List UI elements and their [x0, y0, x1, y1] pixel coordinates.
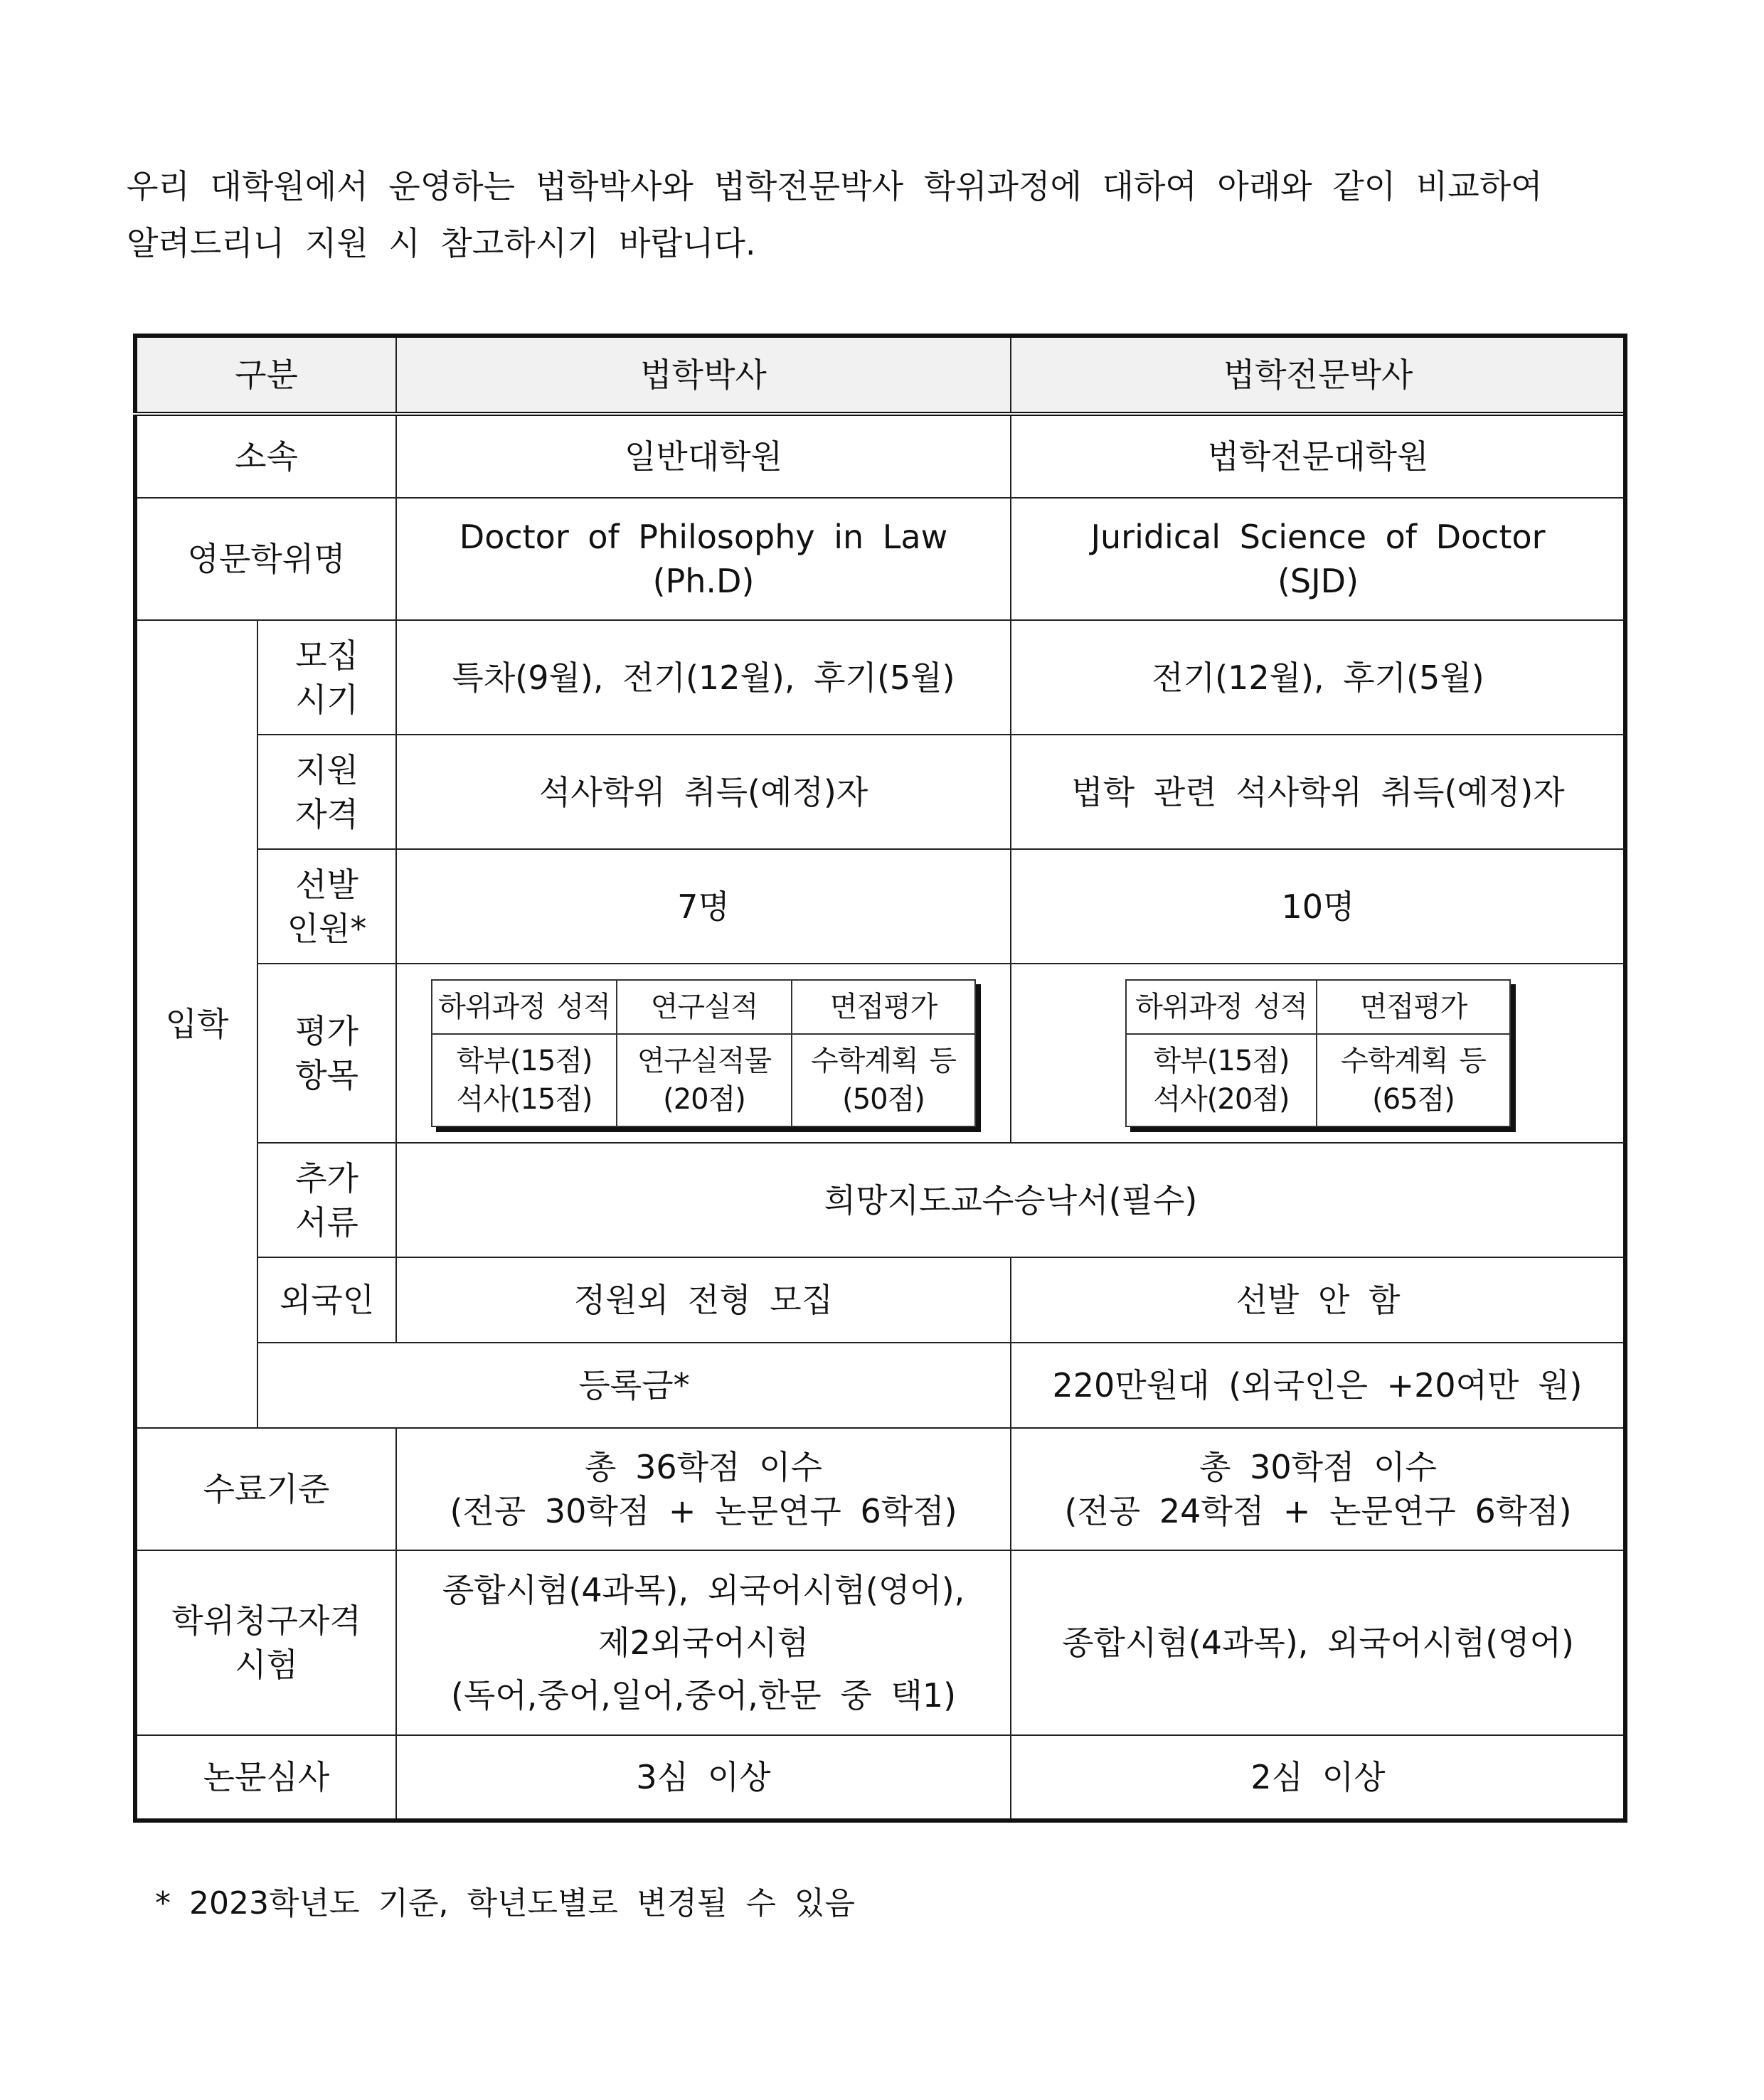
evaluation-phd-col2-header: 연구실적	[617, 980, 792, 1034]
evaluation-sjd-body	[1126, 1034, 1510, 1126]
evaluation-phd-col2-line-1: 연구실적물	[637, 1045, 772, 1077]
period-label-line-2: 시기	[295, 680, 358, 719]
foreigner-sjd: 선발 안 함	[1011, 1257, 1625, 1343]
quota-label-line-1: 선발	[295, 865, 358, 904]
evaluation-phd-table	[431, 979, 976, 1127]
documents-value: 희망지도교수승낙서(필수)	[396, 1143, 1625, 1257]
intro-paragraph	[127, 158, 1635, 272]
header-row	[135, 336, 1625, 414]
degree-name-label: 영문학위명	[135, 498, 396, 620]
completion-sjd	[1011, 1428, 1625, 1550]
evaluation-phd-col3-line-2: (50점)	[842, 1083, 925, 1116]
admission-label: 입학	[135, 620, 257, 1428]
documents-label-line-1: 추가	[295, 1158, 358, 1198]
qualifying-exam-label	[135, 1550, 396, 1735]
evaluation-phd-col2-line-2: (20점)	[663, 1083, 745, 1116]
quota-label	[257, 849, 396, 964]
eligibility-label-line-1: 지원	[295, 750, 358, 789]
degree-name-row	[135, 498, 1625, 620]
evaluation-sjd-col2-line-1: 수학계획 등	[1341, 1045, 1486, 1077]
intro-line-1: 우리 대학원에서 운영하는 법학박사와 법학전문박사 학위과정에 대하여 아래와 같이 비교하여	[127, 167, 1543, 206]
thesis-review-row	[135, 1735, 1625, 1821]
degree-name-phd-line-1: Doctor of Philosophy in Law	[459, 518, 948, 556]
comparison-table	[133, 334, 1627, 1823]
degree-name-sjd-line-1: Juridical Science of Doctor	[1090, 518, 1546, 556]
evaluation-phd	[396, 964, 1011, 1143]
quota-label-line-2: 인원*	[287, 909, 367, 948]
tuition-label: 등록금*	[257, 1343, 1011, 1428]
degree-name-sjd-line-2: (SJD)	[1277, 562, 1359, 600]
evaluation-phd-col1-line-1: 학부(15점)	[456, 1045, 593, 1077]
period-label-line-1: 모집	[295, 636, 358, 675]
foreigner-row	[135, 1257, 1625, 1343]
evaluation-phd-col2	[617, 1034, 792, 1126]
quota-row	[135, 849, 1625, 964]
period-row	[135, 620, 1625, 735]
qualifying-exam-phd-line-1: 종합시험(4과목), 외국어시험(영어),	[442, 1571, 965, 1609]
evaluation-sjd	[1011, 964, 1625, 1143]
period-label	[257, 620, 396, 735]
evaluation-label-line-1: 평가	[295, 1012, 358, 1050]
degree-name-sjd	[1011, 498, 1625, 620]
evaluation-sjd-header	[1126, 980, 1510, 1034]
completion-sjd-line-2: (전공 24학점 + 논문연구 6학점)	[1064, 1492, 1572, 1530]
header-category: 구분	[135, 336, 396, 414]
evaluation-phd-col3-line-1: 수학계획 등	[811, 1045, 956, 1077]
evaluation-sjd-col2	[1317, 1034, 1510, 1126]
foreigner-label: 외국인	[257, 1257, 396, 1343]
affiliation-label: 소속	[135, 414, 396, 498]
documents-label-line-2: 서류	[295, 1203, 358, 1242]
evaluation-sjd-table	[1125, 979, 1511, 1127]
tuition-value: 220만원대 (외국인은 +20여만 원)	[1011, 1343, 1625, 1428]
tuition-row	[135, 1343, 1625, 1428]
qualifying-exam-phd-line-3: (독어,중어,일어,중어,한문 중 택1)	[450, 1676, 957, 1715]
thesis-review-label: 논문심사	[135, 1735, 396, 1821]
evaluation-sjd-col1-line-1: 학부(15점)	[1153, 1045, 1290, 1077]
eligibility-phd: 석사학위 취득(예정)자	[396, 735, 1011, 849]
qualifying-exam-label-line-2: 시험	[235, 1646, 298, 1684]
evaluation-row	[135, 964, 1625, 1143]
evaluation-label	[257, 964, 396, 1143]
affiliation-sjd: 법학전문대학원	[1011, 414, 1625, 498]
evaluation-phd-col3-header: 면접평가	[792, 980, 975, 1034]
documents-label	[257, 1143, 396, 1257]
period-phd: 특차(9월), 전기(12월), 후기(5월)	[396, 620, 1011, 735]
header-phd: 법학박사	[396, 336, 1011, 414]
affiliation-row	[135, 414, 1625, 498]
eligibility-sjd: 법학 관련 석사학위 취득(예정)자	[1011, 735, 1625, 849]
completion-phd-line-1: 총 36학점 이수	[585, 1448, 822, 1486]
period-sjd: 전기(12월), 후기(5월)	[1011, 620, 1625, 735]
foreigner-phd: 정원외 전형 모집	[396, 1257, 1011, 1343]
eligibility-row	[135, 735, 1625, 849]
completion-phd	[396, 1428, 1011, 1550]
evaluation-phd-col1-header: 하위과정 성적	[432, 980, 617, 1034]
completion-row	[135, 1428, 1625, 1550]
evaluation-phd-header	[432, 980, 975, 1034]
thesis-review-sjd: 2심 이상	[1011, 1735, 1625, 1821]
eligibility-label	[257, 735, 396, 849]
footnote: * 2023학년도 기준, 학년도별로 변경될 수 있음	[155, 1885, 855, 1922]
intro-line-2: 알려드리니 지원 시 참고하시기 바랍니다.	[127, 224, 756, 262]
quota-phd: 7명	[396, 849, 1011, 964]
evaluation-sjd-col1-line-2: 석사(20점)	[1153, 1083, 1290, 1116]
eligibility-label-line-2: 자격	[295, 794, 358, 833]
evaluation-phd-col3	[792, 1034, 975, 1126]
qualifying-exam-sjd: 종합시험(4과목), 외국어시험(영어)	[1011, 1550, 1625, 1735]
qualifying-exam-phd	[396, 1550, 1011, 1735]
degree-name-phd	[396, 498, 1011, 620]
affiliation-phd: 일반대학원	[396, 414, 1011, 498]
evaluation-phd-col1	[432, 1034, 617, 1126]
quota-sjd: 10명	[1011, 849, 1625, 964]
qualifying-exam-label-line-1: 학위청구자격	[171, 1601, 361, 1640]
qualifying-exam-phd-line-2: 제2외국어시험	[598, 1624, 809, 1662]
completion-label: 수료기준	[135, 1428, 396, 1550]
completion-sjd-line-1: 총 30학점 이수	[1199, 1448, 1437, 1486]
evaluation-phd-body	[432, 1034, 975, 1126]
completion-phd-line-2: (전공 30학점 + 논문연구 6학점)	[450, 1492, 957, 1530]
qualifying-exam-row	[135, 1550, 1625, 1735]
evaluation-sjd-col2-header: 면접평가	[1317, 980, 1510, 1034]
header-sjd: 법학전문박사	[1011, 336, 1625, 414]
thesis-review-phd: 3심 이상	[396, 1735, 1011, 1821]
evaluation-phd-col1-line-2: 석사(15점)	[456, 1083, 593, 1116]
documents-row	[135, 1143, 1625, 1257]
degree-name-phd-line-2: (Ph.D)	[652, 562, 755, 600]
evaluation-sjd-col1	[1126, 1034, 1317, 1126]
evaluation-sjd-col1-header: 하위과정 성적	[1126, 980, 1317, 1034]
evaluation-sjd-col2-line-2: (65점)	[1372, 1083, 1455, 1116]
evaluation-label-line-2: 항목	[295, 1056, 358, 1094]
